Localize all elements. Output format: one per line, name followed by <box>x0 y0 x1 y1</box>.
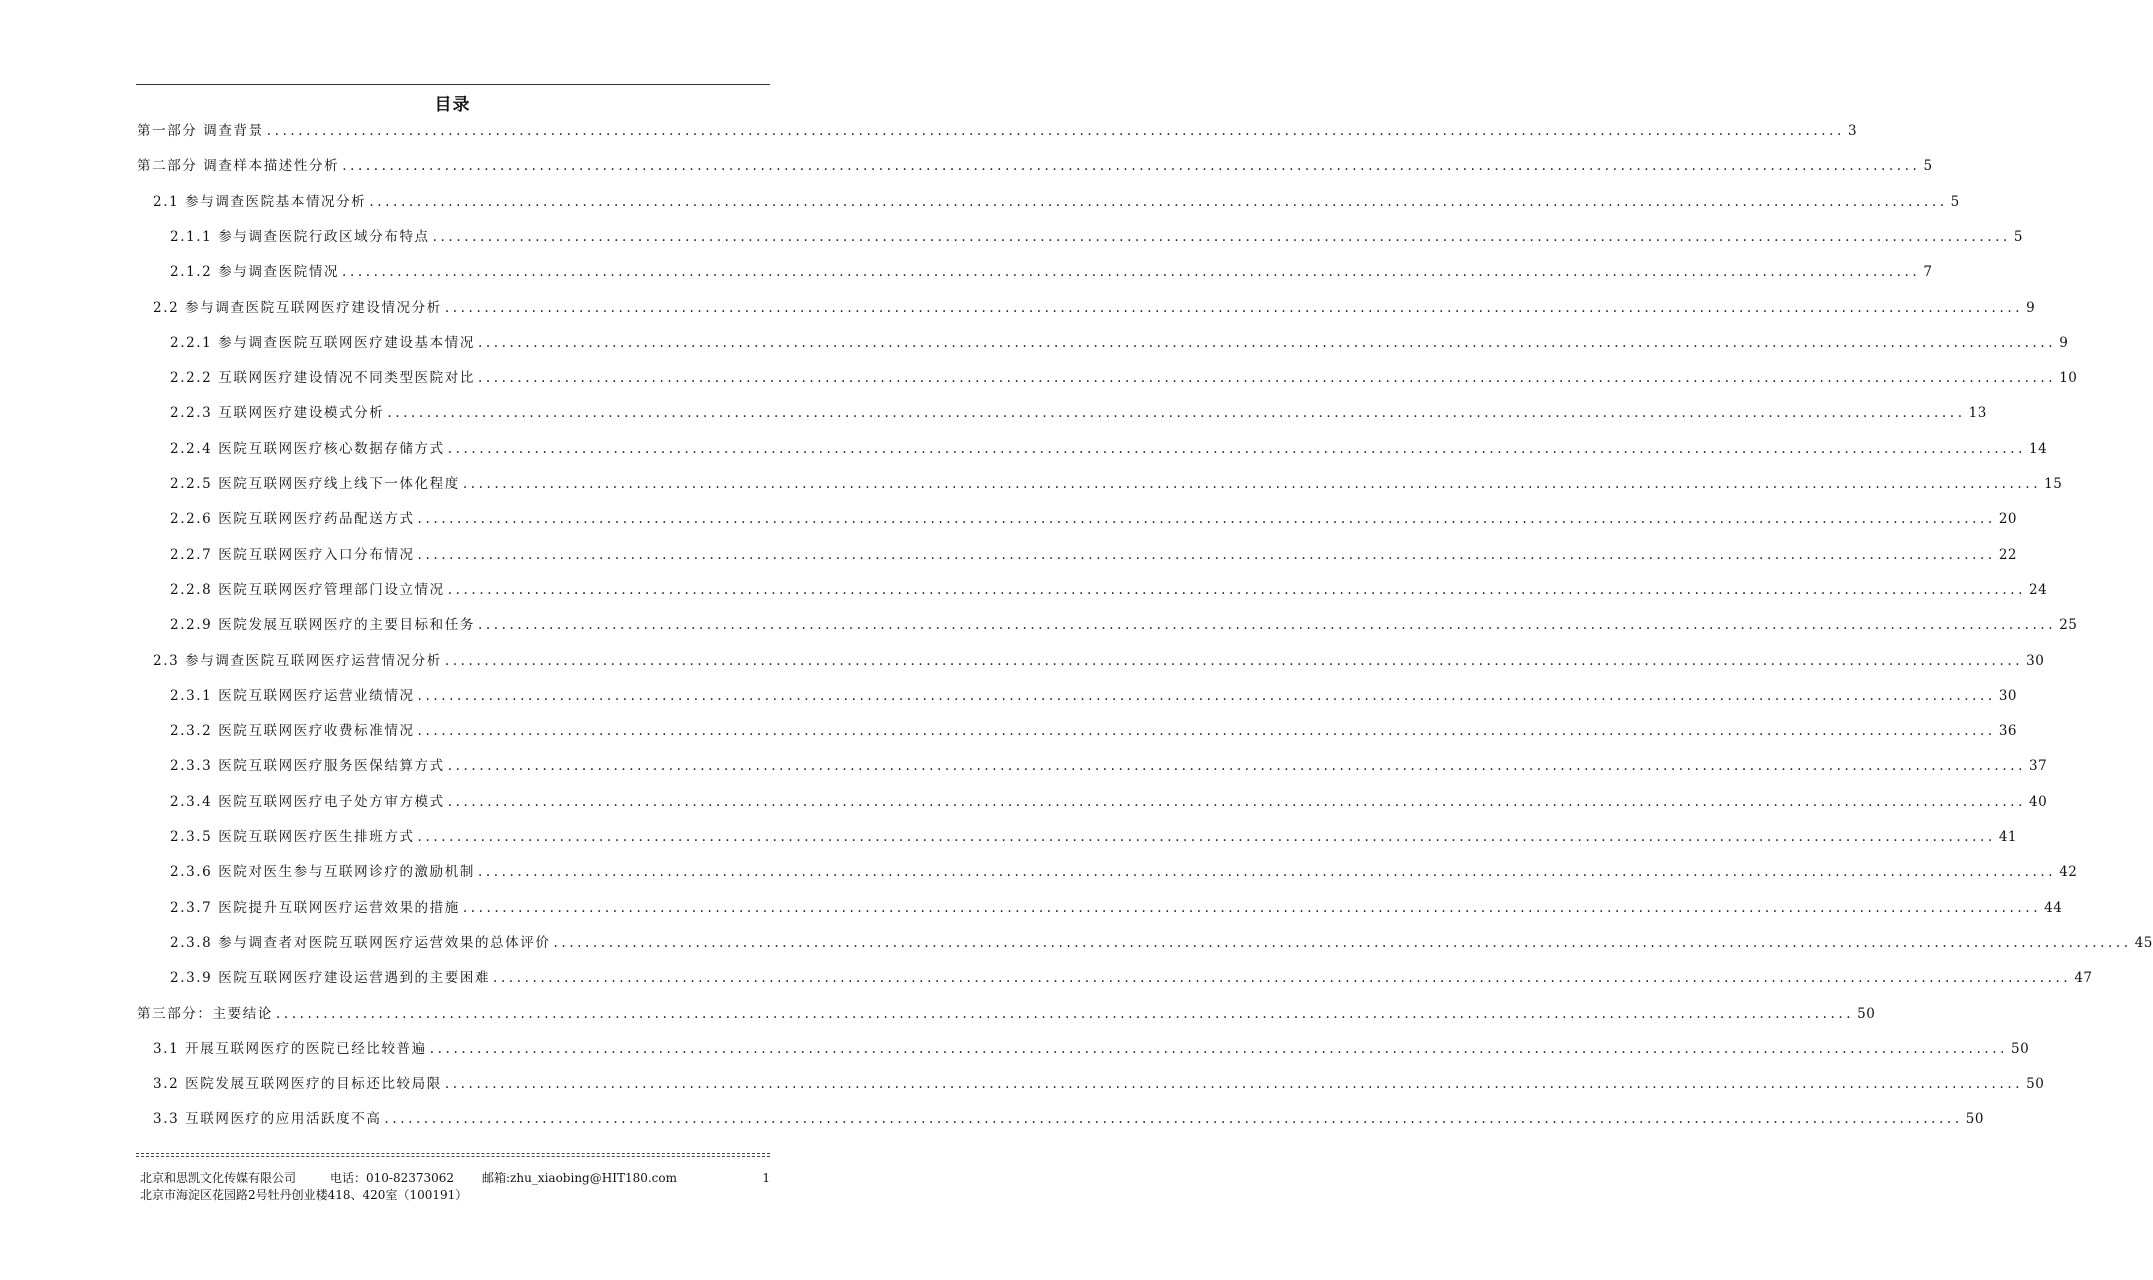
toc-entry-page: 37 <box>2029 758 2048 775</box>
toc-leader-dots: ........................................................................................................................................................................................................ <box>342 158 1921 175</box>
toc-entry-page: 36 <box>1998 723 2017 740</box>
toc-entry-label: 2.3.3 医院互联网医疗服务医保结算方式 <box>170 758 445 775</box>
toc-leader-dots: ........................................................................................................................................................................................................ <box>444 299 2024 316</box>
toc-leader-dots: ........................................................................................................................................................................................................ <box>429 1040 2009 1057</box>
toc-entry[interactable] <box>170 224 2023 246</box>
toc-entry[interactable] <box>170 400 1987 422</box>
toc-entry[interactable] <box>137 118 1858 140</box>
toc-entry[interactable] <box>170 612 2078 634</box>
toc-leader-dots: ........................................................................................................................................................................................................ <box>477 370 2057 387</box>
toc-entry-page: 5 <box>1923 158 1933 175</box>
toc-entry-label: 2.3 参与调查医院互联网医疗运营情况分析 <box>153 652 442 669</box>
toc-entry-label: 3.1 开展互联网医疗的医院已经比较普遍 <box>153 1040 427 1057</box>
toc-leader-dots: ........................................................................................................................................................................................................ <box>342 264 1921 281</box>
toc-entry[interactable] <box>170 330 2069 352</box>
toc-entry-label: 2.3.1 医院互联网医疗运营业绩情况 <box>170 687 415 704</box>
toc-entry-page: 40 <box>2029 793 2048 810</box>
toc-entry-label: 2.2.6 医院互联网医疗药品配送方式 <box>170 511 415 528</box>
footer-contact-line <box>140 1170 770 1187</box>
toc-entry-page: 5 <box>2013 228 2023 245</box>
toc-leader-dots: ........................................................................................................................................................................................................ <box>417 687 1996 704</box>
toc-entry-page: 13 <box>1968 405 1987 422</box>
toc-entry-page: 10 <box>2059 370 2078 387</box>
toc-entry-label: 2.1.1 参与调查医院行政区域分布特点 <box>170 228 430 245</box>
toc-leader-dots: ........................................................................................................................................................................................................ <box>417 546 1996 563</box>
toc-entry-page: 3 <box>1847 123 1858 139</box>
toc-entry-page: 50 <box>2011 1040 2030 1057</box>
toc-leader-dots: ........................................................................................................................................................................................................ <box>477 334 2057 351</box>
footer-phone: 电话：010-82373062 <box>330 1171 455 1185</box>
toc-entry-label: 2.1.2 参与调查医院情况 <box>170 264 340 281</box>
toc-entry-label: 2.3.7 医院提升互联网医疗运营效果的措施 <box>170 899 460 916</box>
toc-entry-label: 第一部分 调查背景 <box>137 123 264 139</box>
toc-entry-page: 30 <box>2026 652 2045 669</box>
toc-leader-dots: ........................................................................................................................................................................................................ <box>387 405 1966 422</box>
toc-entry[interactable] <box>170 259 1933 281</box>
toc-leader-dots: ........................................................................................................................................................................................................ <box>477 864 2057 881</box>
toc-entry[interactable] <box>170 930 2153 952</box>
toc-entry[interactable] <box>153 295 2036 317</box>
toc-entry-label: 2.2 参与调查医院互联网医疗建设情况分析 <box>153 299 442 316</box>
toc-entry-page: 42 <box>2059 864 2078 881</box>
toc-entry-page: 7 <box>1923 264 1933 281</box>
toc-leader-dots: ........................................................................................................................................................................................................ <box>384 1111 1963 1128</box>
toc-entry-page: 9 <box>2026 299 2036 316</box>
toc-entry-label: 3.2 医院发展互联网医疗的目标还比较局限 <box>153 1076 442 1093</box>
toc-leader-dots: ........................................................................................................................................................................................................ <box>275 1005 1855 1022</box>
toc-entry-label: 2.3.2 医院互联网医疗收费标准情况 <box>170 723 415 740</box>
footer-rule <box>136 1153 770 1157</box>
toc-leader-dots: ........................................................................................................................................................................................................ <box>432 228 2011 245</box>
toc-entry-label: 2.2.9 医院发展互联网医疗的主要目标和任务 <box>170 617 475 634</box>
toc-leader-dots: ........................................................................................................................................................................................................ <box>417 829 1996 845</box>
toc-entry[interactable] <box>170 542 2017 564</box>
footer-company: 北京和思凯文化传媒有限公司 <box>140 1171 297 1185</box>
toc-entry[interactable] <box>153 189 1960 211</box>
toc-entry[interactable] <box>153 648 2045 670</box>
toc-entry-label: 第二部分 调查样本描述性分析 <box>137 158 340 175</box>
toc-entry-label: 2.2.8 医院互联网医疗管理部门设立情况 <box>170 581 445 598</box>
toc-entry[interactable] <box>170 824 2017 846</box>
toc-entry-page: 20 <box>1998 511 2017 528</box>
toc-entry-label: 2.3.8 参与调查者对医院互联网医疗运营效果的总体评价 <box>170 934 551 951</box>
toc-title: 目录 <box>434 95 471 115</box>
toc-entry[interactable] <box>170 965 2093 987</box>
toc-entry-page: 14 <box>2029 440 2048 457</box>
toc-entry-label: 2.3.9 医院互联网医疗建设运营遇到的主要困难 <box>170 970 491 987</box>
toc-entry-page: 25 <box>2059 617 2078 634</box>
toc-entry-page: 50 <box>1857 1005 1876 1022</box>
page-footer <box>140 1170 770 1204</box>
toc-entry-page: 45 <box>2134 934 2153 951</box>
toc-entry-page: 47 <box>2074 970 2093 987</box>
toc-leader-dots: ........................................................................................................................................................................................................ <box>447 581 2027 598</box>
toc-entry[interactable] <box>170 753 2048 775</box>
toc-leader-dots: ........................................................................................................................................................................................................ <box>417 511 1996 528</box>
toc-leader-dots: ........................................................................................................................................................................................................ <box>447 793 2027 810</box>
toc-entry[interactable] <box>170 577 2048 599</box>
toc-entry[interactable] <box>170 789 2048 811</box>
toc-entry-page: 30 <box>1998 687 2017 704</box>
toc-entry[interactable] <box>170 895 2063 917</box>
toc-entry-page: 22 <box>1998 546 2017 563</box>
toc-entry[interactable] <box>153 1036 2030 1058</box>
toc-leader-dots: ........................................................................................................................................................................................................ <box>477 617 2057 634</box>
toc-leader-dots: ........................................................................................................................................................................................................ <box>553 934 2132 951</box>
toc-entry-label: 2.1 参与调查医院基本情况分析 <box>153 193 367 210</box>
toc-entry[interactable] <box>153 1071 2045 1093</box>
toc-entry[interactable] <box>170 718 2017 740</box>
toc-entry[interactable] <box>170 683 2017 705</box>
toc-entry[interactable] <box>137 1001 1876 1023</box>
toc-entry-label: 第三部分：主要结论 <box>137 1005 273 1022</box>
toc-entry-page: 50 <box>2026 1076 2045 1093</box>
footer-address: 北京市海淀区花园路2号牡丹创业楼418、420室（100191） <box>140 1188 468 1202</box>
toc-entry-label: 3.3 互联网医疗的应用活跃度不高 <box>153 1111 382 1128</box>
footer-email: 邮箱:zhu_xiaobing@HIT180.com <box>482 1171 677 1185</box>
toc-entry-page: 41 <box>1998 829 2017 845</box>
toc-leader-dots: ........................................................................................................................................................................................................ <box>447 758 2027 775</box>
toc-entry[interactable] <box>170 859 2078 881</box>
toc-leader-dots: ........................................................................................................................................................................................................ <box>462 899 2042 916</box>
toc-leader-dots: ........................................................................................................................................................................................................ <box>444 1076 2024 1093</box>
toc-leader-dots: ........................................................................................................................................................................................................ <box>462 476 2042 492</box>
toc-entry-label: 2.3.5 医院互联网医疗医生排班方式 <box>170 829 415 845</box>
toc-entry-page: 44 <box>2044 899 2063 916</box>
toc-leader-dots: ........................................................................................................................................................................................................ <box>369 193 1948 210</box>
footer-page-number: 1 <box>762 1171 770 1185</box>
toc-leader-dots: ........................................................................................................................................................................................................ <box>266 123 1845 139</box>
toc-entry-label: 2.2.7 医院互联网医疗入口分布情况 <box>170 546 415 563</box>
toc-entry-page: 9 <box>2059 334 2069 351</box>
toc-leader-dots: ........................................................................................................................................................................................................ <box>493 970 2072 987</box>
toc-entry[interactable] <box>153 1106 1984 1128</box>
toc-leader-dots: ........................................................................................................................................................................................................ <box>417 723 1996 740</box>
toc-entry[interactable] <box>170 365 2078 387</box>
toc-leader-dots: ........................................................................................................................................................................................................ <box>447 440 2027 457</box>
toc-entry-label: 2.3.6 医院对医生参与互联网诊疗的激励机制 <box>170 864 475 881</box>
toc-entry-label: 2.3.4 医院互联网医疗电子处方审方模式 <box>170 793 445 810</box>
toc-entry-label: 2.2.5 医院互联网医疗线上线下一体化程度 <box>170 476 460 492</box>
toc-entry-label: 2.2.3 互联网医疗建设模式分析 <box>170 405 385 422</box>
toc-entry-label: 2.2.1 参与调查医院互联网医疗建设基本情况 <box>170 334 475 351</box>
toc-entry-page: 50 <box>1965 1111 1984 1128</box>
toc-entry-page: 5 <box>1950 193 1960 210</box>
toc-entry-page: 24 <box>2029 581 2048 598</box>
toc-entry[interactable] <box>170 436 2048 458</box>
toc-entry-page: 15 <box>2044 476 2063 492</box>
toc-entry[interactable] <box>137 153 1933 175</box>
toc-entry[interactable] <box>170 506 2017 528</box>
toc-entry-label: 2.2.2 互联网医疗建设情况不同类型医院对比 <box>170 370 475 387</box>
toc-leader-dots: ........................................................................................................................................................................................................ <box>444 652 2024 669</box>
toc-entry-label: 2.2.4 医院互联网医疗核心数据存储方式 <box>170 440 445 457</box>
toc-entry[interactable] <box>170 471 2063 493</box>
